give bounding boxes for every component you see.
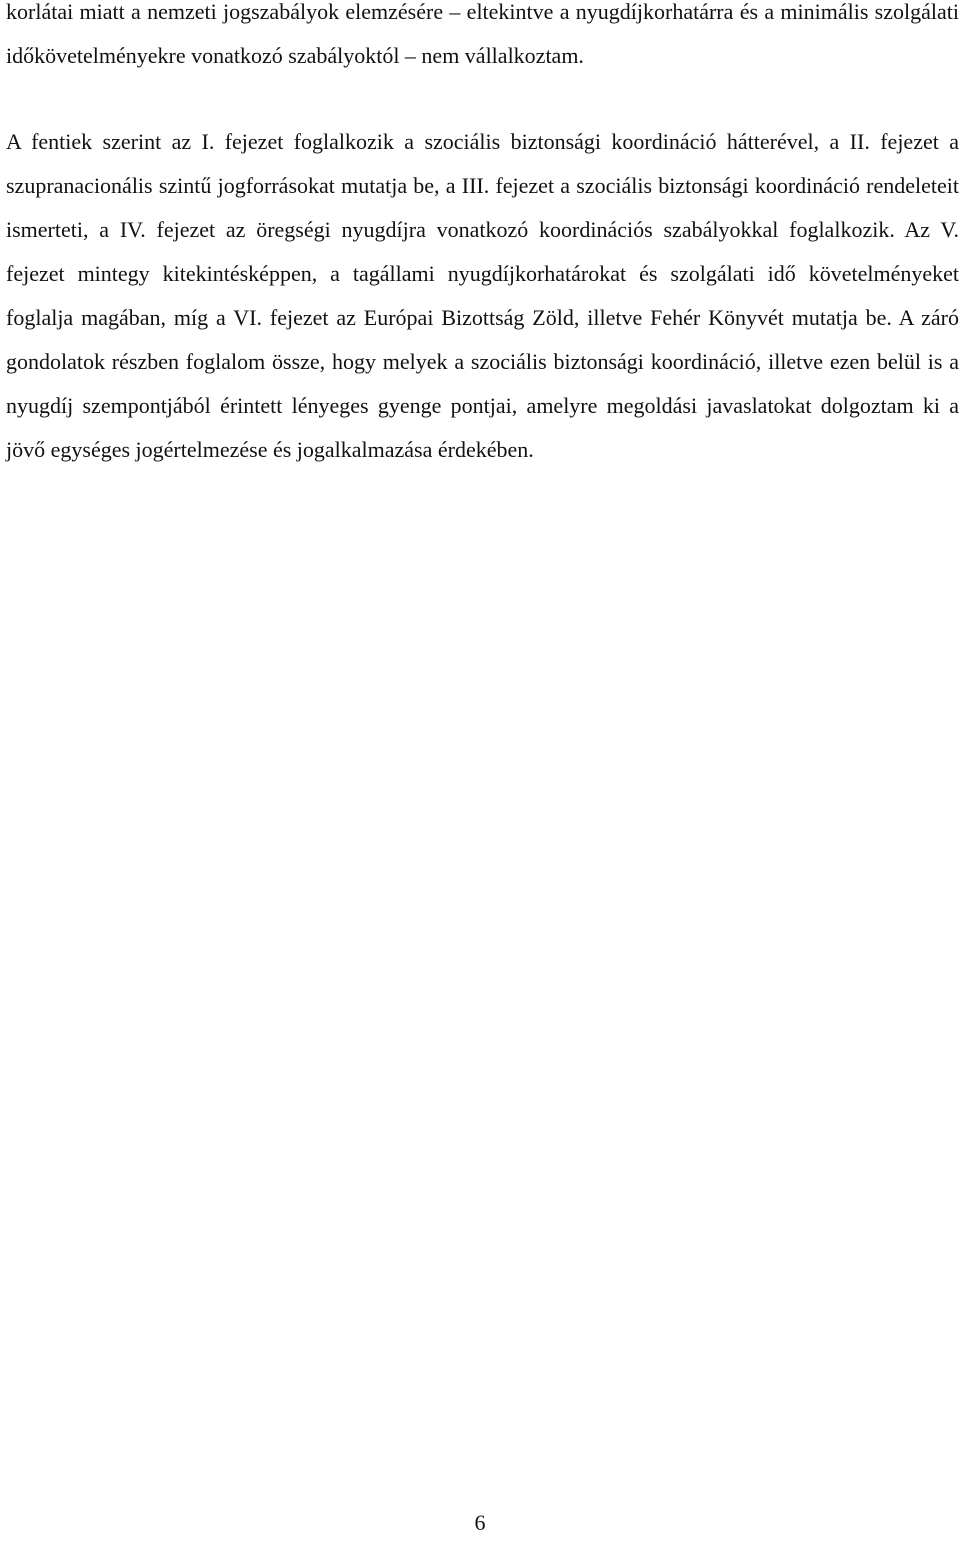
paragraph-chapter-overview: A fentiek szerint az I. fejezet foglalkozik a szociális biztonsági koordináció hátterével, a II. fejezet a szupranacionális szintű jogforrásokat mutatja be, a III. fejezet a szociális biztonsági koordináció rendeleteit ismerteti, a IV. fejezet az öregségi nyugdíjra vonatkozó koordinációs szabályokkal foglalkozik. Az V. fejezet mintegy kitekintésképpen, a tagállami nyugdíjkorhatárokat és szolgálati idő követelményeket foglalja magában, míg a VI. fejezet az Európai Bizottság Zöld, illetve Fehér Könyvét mutatja be. A záró gondolatok részben foglalom össze, hogy melyek a szociális biztonsági koordináció, illetve ezen belül is a nyugdíj szempontjából érintett lényeges gyenge pontjai, amelyre megoldási javaslatokat dolgoztam ki a jövő egységes jogértelmezése és jogalkalmazása érdekében. (6, 129, 959, 462)
paragraph-scope-limitation: korlátai miatt a nemzeti jogszabályok elemzésére – eltekintve a nyugdíjkorhatárra és a minimális szolgálati időkövetelményekre vonatkozó szabályoktól – nem vállalkoztam. (6, 0, 959, 68)
page-number: 6 (474, 1510, 486, 1535)
